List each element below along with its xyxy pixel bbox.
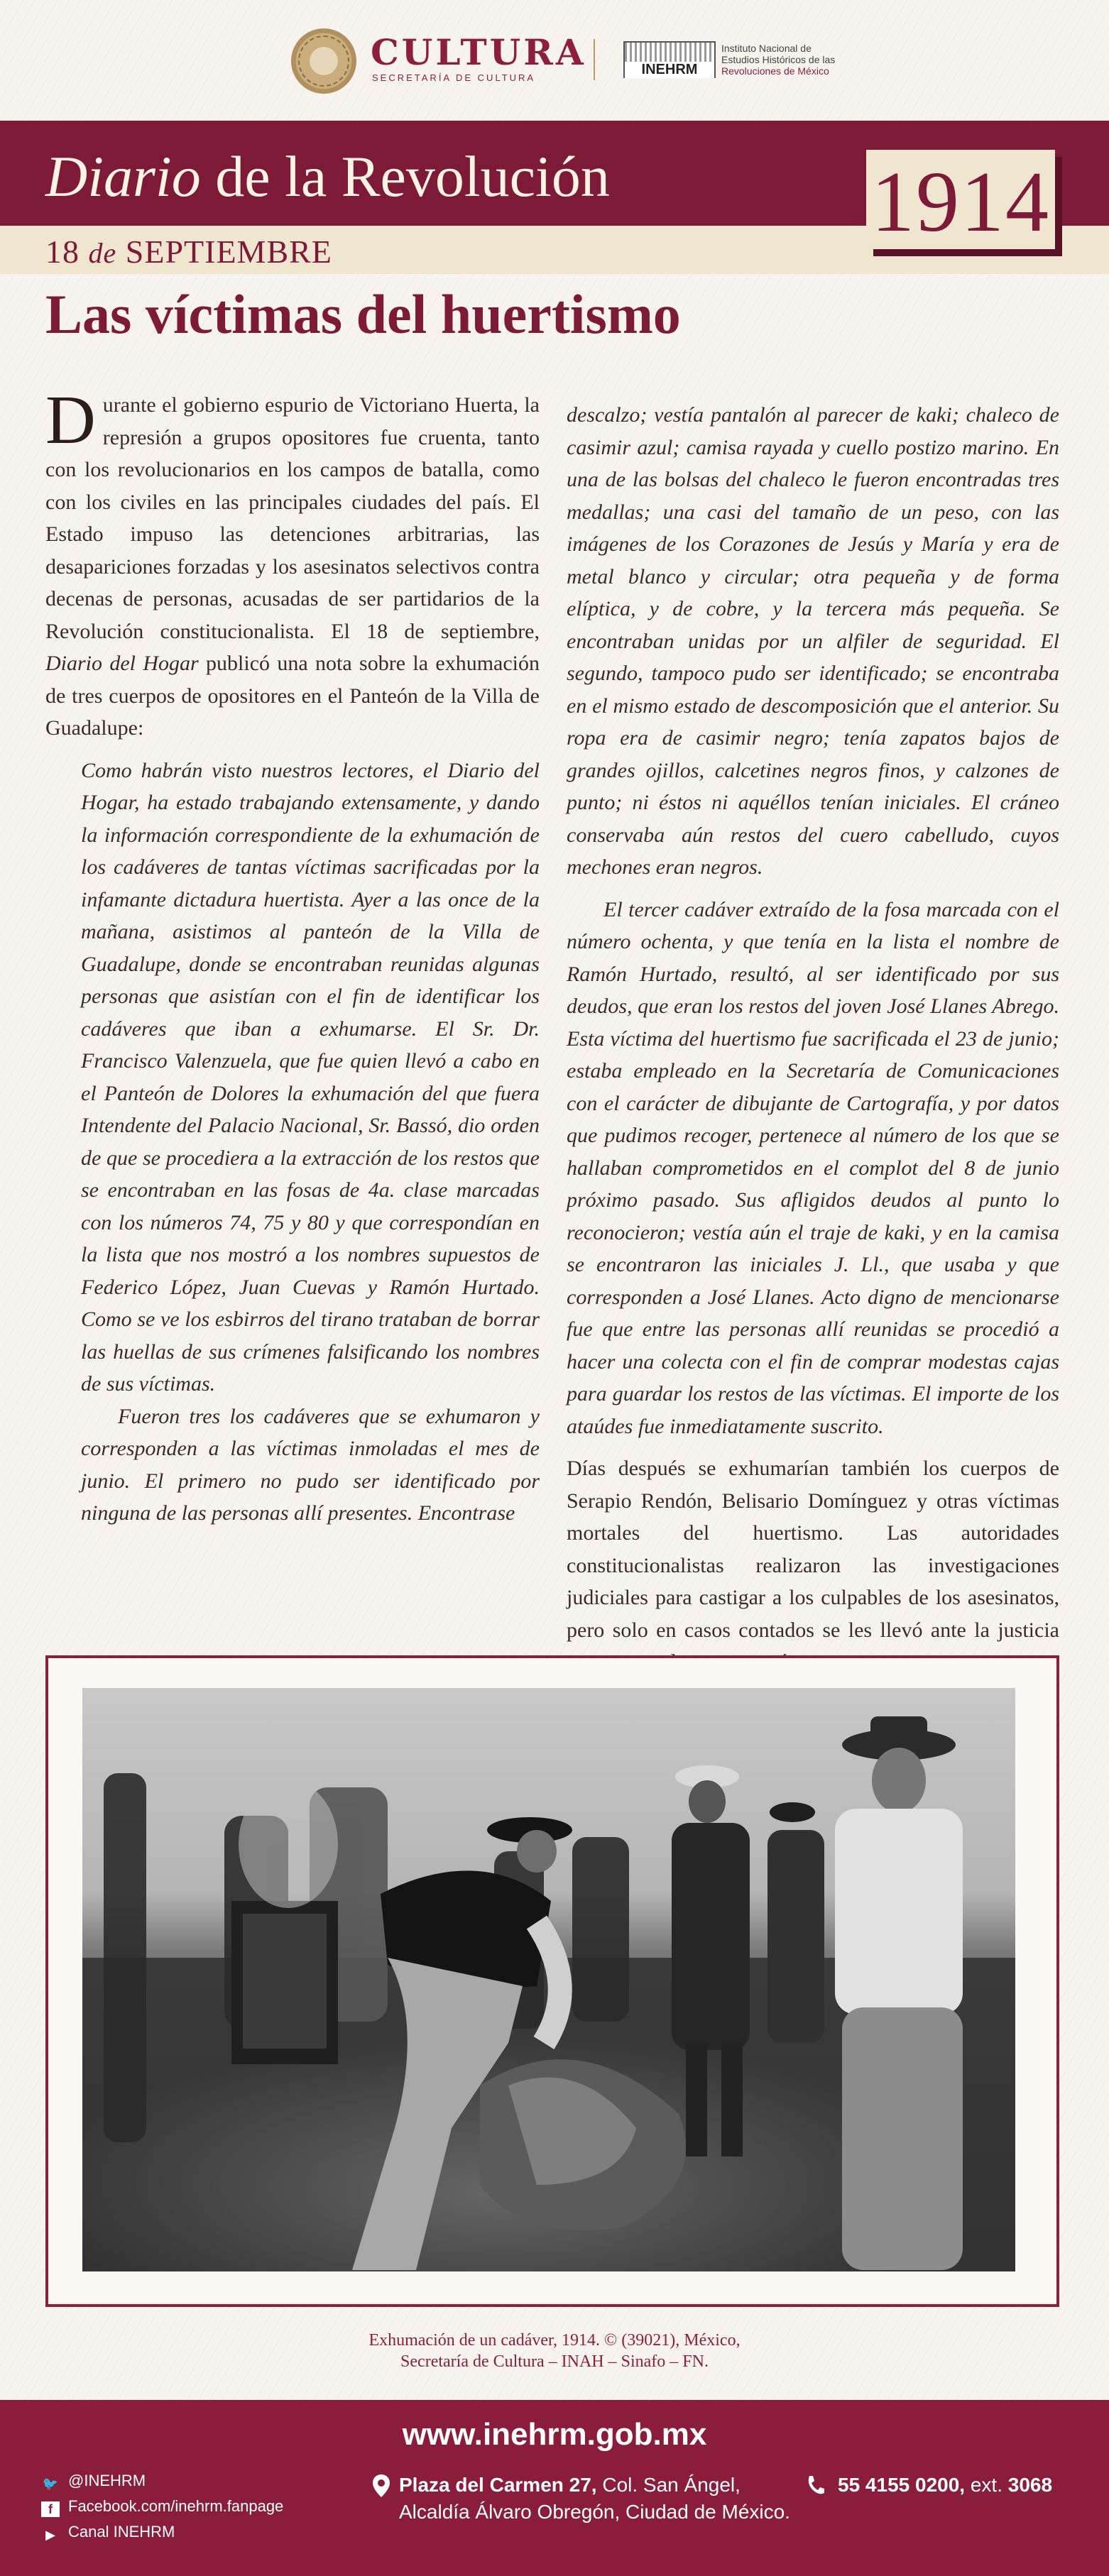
article-headline: Las víctimas del huertismo (45, 283, 681, 345)
inehrm-logo-text (721, 43, 835, 77)
address-colony: Col. San Ángel, (596, 2474, 741, 2496)
series-title-italic: Diario (45, 144, 201, 209)
national-seal-icon (291, 28, 356, 94)
series-title (45, 143, 610, 210)
exhumation-photo (82, 1688, 1015, 2271)
quote-paragraph-1: Como habrán visto nuestros lectores, el Diario del Hogar, ha estado trabajando extensamente, y dando la información correspondiente de la exhumación de los cadáveres de tantas víctimas sacrificadas por la infamante dictadura huertista. Ayer a las once de la mañana, asistimos al panteón de la Villa de Guadalupe, donde se encontraban reunidas algunas personas que asistían con el fin de identificar los cadáveres que iban a exhumarse. El Sr. Dr. Francisco Valenzuela, que fue quien llevó a cabo en el Panteón de Dolores la exhumación del que fuera Intendente del Palacio Nacional, Sr. Bassó, dio orden de que se procediera a la extracción de los restos que se encontraban en las fosas de 4a. clase marcadas con los números 74, 75 y 80 y que correspondían en la lista que nos mostró a los nombres supuestos de Federico López, Juan Cuevas y Ramón Hurtado. Como se ve los esbirros del tirano trataban de borrar las huellas de sus crímenes falsificando los nombres de sus víctimas. (81, 758, 540, 1396)
quote-paragraph-2-continued: descalzo; vestía pantalón al parecer de kaki; chaleco de casimir azul; camisa rayada y cuello postizo marino. En una de las bolsas del chaleco le fueron encontradas tres medallas; una casi del tamaño de un peso, con las imágenes de los Corazones de Jesús y María y era de metal blanco y circular; otra pequeña y de forma elíptica, y de cobre, y la tercera más pequeña. Se encontraban unidas por un alfiler de seguridad. El segundo, tampoco pudo ser identificado; se encontraba en el mismo estado de descomposición que el anterior. Su ropa era de casimir negro; tenía zapatos bajos de grandes ojillos, calcetines negros finos, y calzones de punto; ni éstos ni aquéllos tenían iniciales. El cráneo conservaba aún restos del cuero cabelludo, cuyos mechones eran negros. (567, 403, 1059, 879)
cultura-logo: CULTURA (371, 31, 586, 73)
inehrm-line-1: Instituto Nacional de (721, 43, 812, 54)
date-label (45, 233, 332, 270)
twitter-link[interactable] (41, 2472, 146, 2492)
quote-paragraph-3: El tercer cadáver extraído de la fosa marcada con el número ochenta, y que tenía en la lista el nombre de Ramón Hurtado, resultó, al ser identificado por sus deudos, que eran los restos del joven José Llanes Abrego. Esta víctima del huertismo fue sacrificada el 23 de junio; estaba empleado en la Secretaría de Comunicaciones con el carácter de dibujante de Cartografía, y por datos que pudimos recoger, pertenece al número de los que se hallaban comprometidos en el complot del 8 de junio próximo pasado. Sus afligidos deudos al punto lo reconocieron; vestía aún el traje de kaki, y en la camisa se encontraron las iniciales J. Ll., que usaba y que corresponden a José Llanes. Acto digno de mencionarse fue que entre las personas allí reunidas se procedió a hacer una colecta con el fin de comprar modestas cajas para guardar los restos de las víctimas. El importe de los ataúdes fue inmediatamente suscrito. (567, 897, 1059, 1438)
phone-ext: 3068 (1007, 2474, 1053, 2496)
twitter-icon: 🐦 (42, 2477, 59, 2491)
logo-bar (0, 0, 1109, 121)
inehrm-line-2: Estudios Históricos de las (721, 54, 836, 65)
article-column-right (567, 389, 1059, 1679)
series-title-rest: de la Revolución (200, 144, 610, 209)
youtube-icon: ▶ (45, 2528, 55, 2542)
date-month: SEPTIEMBRE (125, 234, 332, 270)
address (399, 2472, 790, 2526)
location-pin-icon (372, 2474, 390, 2498)
year-box (866, 150, 1055, 249)
inehrm-logo-word: INEHRM (625, 62, 714, 78)
inehrm-building-icon (623, 41, 716, 78)
facebook-link[interactable] (41, 2497, 283, 2517)
closing-paragraph: Días después se exhumarían también los cuerpos de Serapio Rendón, Belisario Domínguez y otras víctimas mortales del huertismo. Las autoridades constitucionalistas realizaron las investigaciones judiciales para castigar a los culpables de los asesinatos, pero solo en casos contados se les llevó ante la justicia (567, 1457, 1059, 1642)
cultura-subtitle: SECRETARÍA DE CULTURA (372, 72, 536, 83)
article-column-left (45, 382, 540, 1530)
intro-paragraph (45, 382, 540, 745)
intro-text-a: urante el gobierno espurio de Victoriano Huerta, la represión a grupos opositores fue cruenta, tanto con los revolucionarios en los campos de batalla, como con los civiles en las principales ciudades del país. El Estado impuso las detenciones arbitrarias, las desapariciones forzadas y los asesinatos selectivos contra decenas de personas, acusadas de ser partidarios de la Revolución constitucionalista. El 18 de septiembre, (45, 393, 540, 643)
facebook-icon: f (41, 2501, 60, 2517)
photo-caption-line-1: Exhumación de un cadáver, 1914. © (39021), México, (368, 2331, 741, 2350)
phone-icon (805, 2474, 825, 2496)
exhumation-photo-illustration (82, 1688, 1015, 2271)
address-line-1 (399, 2472, 790, 2499)
year-label: 1914 (871, 154, 1050, 250)
intro-text-b: publicó una nota sobre la exhumación de tres cuerpos de opositores en el Panteón de la Villa de Guadalupe: (45, 652, 540, 740)
youtube-link[interactable] (41, 2523, 175, 2543)
address-street: Plaza del Carmen 27, (399, 2474, 597, 2496)
drop-cap: D (45, 382, 96, 459)
quote-paragraph-2-start: Fueron tres los cadáveres que se exhumaron y corresponden a las víctimas inmoladas el mes de junio. El primero no pudo ser identificado por ninguna de las personas allí presentes. Encontrase (81, 1404, 540, 1525)
photo-caption-line-2: Secretaría de Cultura – INAH – Sinafo – FN. (400, 2352, 709, 2371)
intro-source: Diario del Hogar (45, 652, 199, 675)
twitter-handle: @INEHRM (68, 2472, 146, 2489)
phone-ext-label: ext. (965, 2474, 1008, 2496)
facebook-handle: Facebook.com/inehrm.fanpage (68, 2497, 284, 2515)
date-day: 18 (45, 234, 80, 270)
date-of: de (88, 237, 117, 269)
logo-divider (594, 39, 595, 80)
address-line-2: Alcaldía Álvaro Obregón, Ciudad de México. (399, 2501, 790, 2523)
inehrm-line-3: Revoluciones de México (721, 65, 829, 77)
phone-number[interactable] (838, 2474, 1052, 2496)
website-link[interactable]: www.inehrm.gob.mx (402, 2417, 707, 2452)
phone-main: 55 4155 0200, (838, 2474, 966, 2496)
youtube-handle: Canal INEHRM (68, 2523, 175, 2541)
